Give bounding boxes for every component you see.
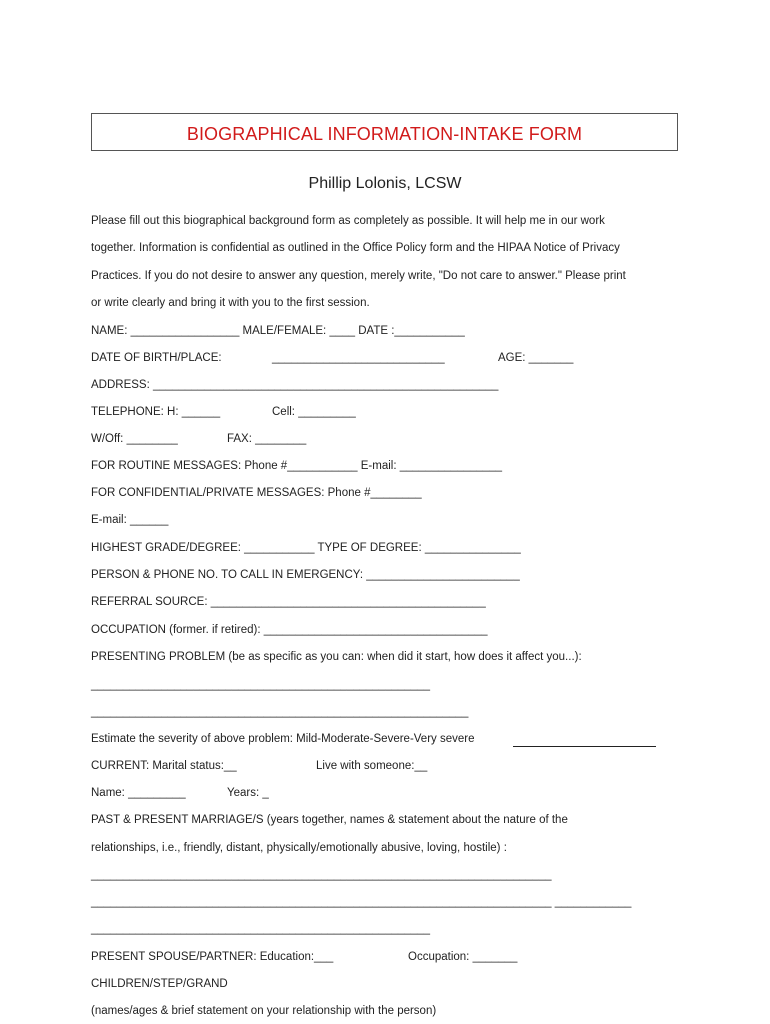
severity-answer-line[interactable]: [513, 746, 656, 747]
years-field[interactable]: Years: _: [227, 787, 269, 799]
dob-label: DATE OF BIRTH/PLACE:: [91, 352, 222, 364]
work-phone-field[interactable]: W/Off: ________: [91, 433, 178, 445]
title-box: [91, 113, 678, 151]
past-marriage-label: PAST & PRESENT MARRIAGE/S (years together, names & statement about the nature of the: [91, 814, 568, 826]
marital-status-field[interactable]: CURRENT: Marital status:__: [91, 760, 237, 772]
spouse-name-field[interactable]: Name: _________: [91, 787, 186, 799]
presenting-problem-label: PRESENTING PROBLEM (be as specific as you can: when did it start, how does it affect you...):: [91, 651, 582, 663]
intro-line-3: Practices. If you do not desire to answer any question, merely write, "Do not care to answer." Please print: [91, 270, 626, 282]
children-label: CHILDREN/STEP/GRAND: [91, 978, 228, 990]
email-field[interactable]: E-mail: ______: [91, 514, 169, 526]
confidential-messages-field[interactable]: FOR CONFIDENTIAL/PRIVATE MESSAGES: Phone #________: [91, 487, 422, 499]
home-phone-field[interactable]: TELEPHONE: H: ______: [91, 406, 221, 418]
education-field[interactable]: HIGHEST GRADE/DEGREE: ___________ TYPE OF DEGREE: _______________: [91, 542, 521, 554]
fax-field[interactable]: FAX: ________: [227, 433, 307, 445]
marriage-blank-3[interactable]: _____________________________________________________: [91, 923, 430, 935]
form-title: BIOGRAPHICAL INFORMATION-INTAKE FORM: [186, 124, 583, 144]
occupation-field[interactable]: OCCUPATION (former. if retired): ___________________________________: [91, 624, 488, 636]
age-field[interactable]: AGE: _______: [498, 352, 574, 364]
presenting-problem-blank-1[interactable]: _____________________________________________________: [91, 679, 430, 691]
spouse-occupation-field[interactable]: Occupation: _______: [408, 951, 518, 963]
intro-line-2: together. Information is confidential as outlined in the Office Policy form and the HIPAA Notice of Privacy: [91, 242, 620, 254]
intro-line-4: or write clearly and bring it with you to the first session.: [91, 297, 370, 309]
marriage-blank-2[interactable]: ________________________________________________________________________ ____________: [91, 896, 632, 908]
live-with-someone-field[interactable]: Live with someone:__: [316, 760, 428, 772]
name-field[interactable]: NAME: _________________ MALE/FEMALE: ____ DATE :___________: [91, 325, 465, 337]
referral-source-field[interactable]: REFERRAL SOURCE: ___________________________________________: [91, 596, 486, 608]
marriage-blank-1[interactable]: ________________________________________________________________________: [91, 869, 552, 881]
intro-line-1: Please fill out this biographical background form as completely as possible. It will help me in our work: [91, 215, 605, 227]
emergency-contact-field[interactable]: PERSON & PHONE NO. TO CALL IN EMERGENCY: ________________________: [91, 569, 520, 581]
severity-label: Estimate the severity of above problem: Mild-Moderate-Severe-Very severe: [91, 733, 475, 745]
routine-messages-field[interactable]: FOR ROUTINE MESSAGES: Phone #___________ E-mail: ________________: [91, 460, 503, 472]
therapist-name: Phillip Lolonis, LCSW: [308, 175, 462, 192]
presenting-problem-blank-2[interactable]: ___________________________________________________________: [91, 706, 469, 718]
dob-field[interactable]: ___________________________: [272, 352, 445, 364]
spouse-education-field[interactable]: PRESENT SPOUSE/PARTNER: Education:___: [91, 951, 334, 963]
address-field[interactable]: ADDRESS: ______________________________________________________: [91, 379, 499, 391]
relationships-label: relationships, i.e., friendly, distant, physically/emotionally abusive, loving, hostile) :: [91, 842, 507, 854]
children-note: (names/ages & brief statement on your relationship with the person): [91, 1005, 437, 1017]
cell-phone-field[interactable]: Cell: _________: [272, 406, 356, 418]
